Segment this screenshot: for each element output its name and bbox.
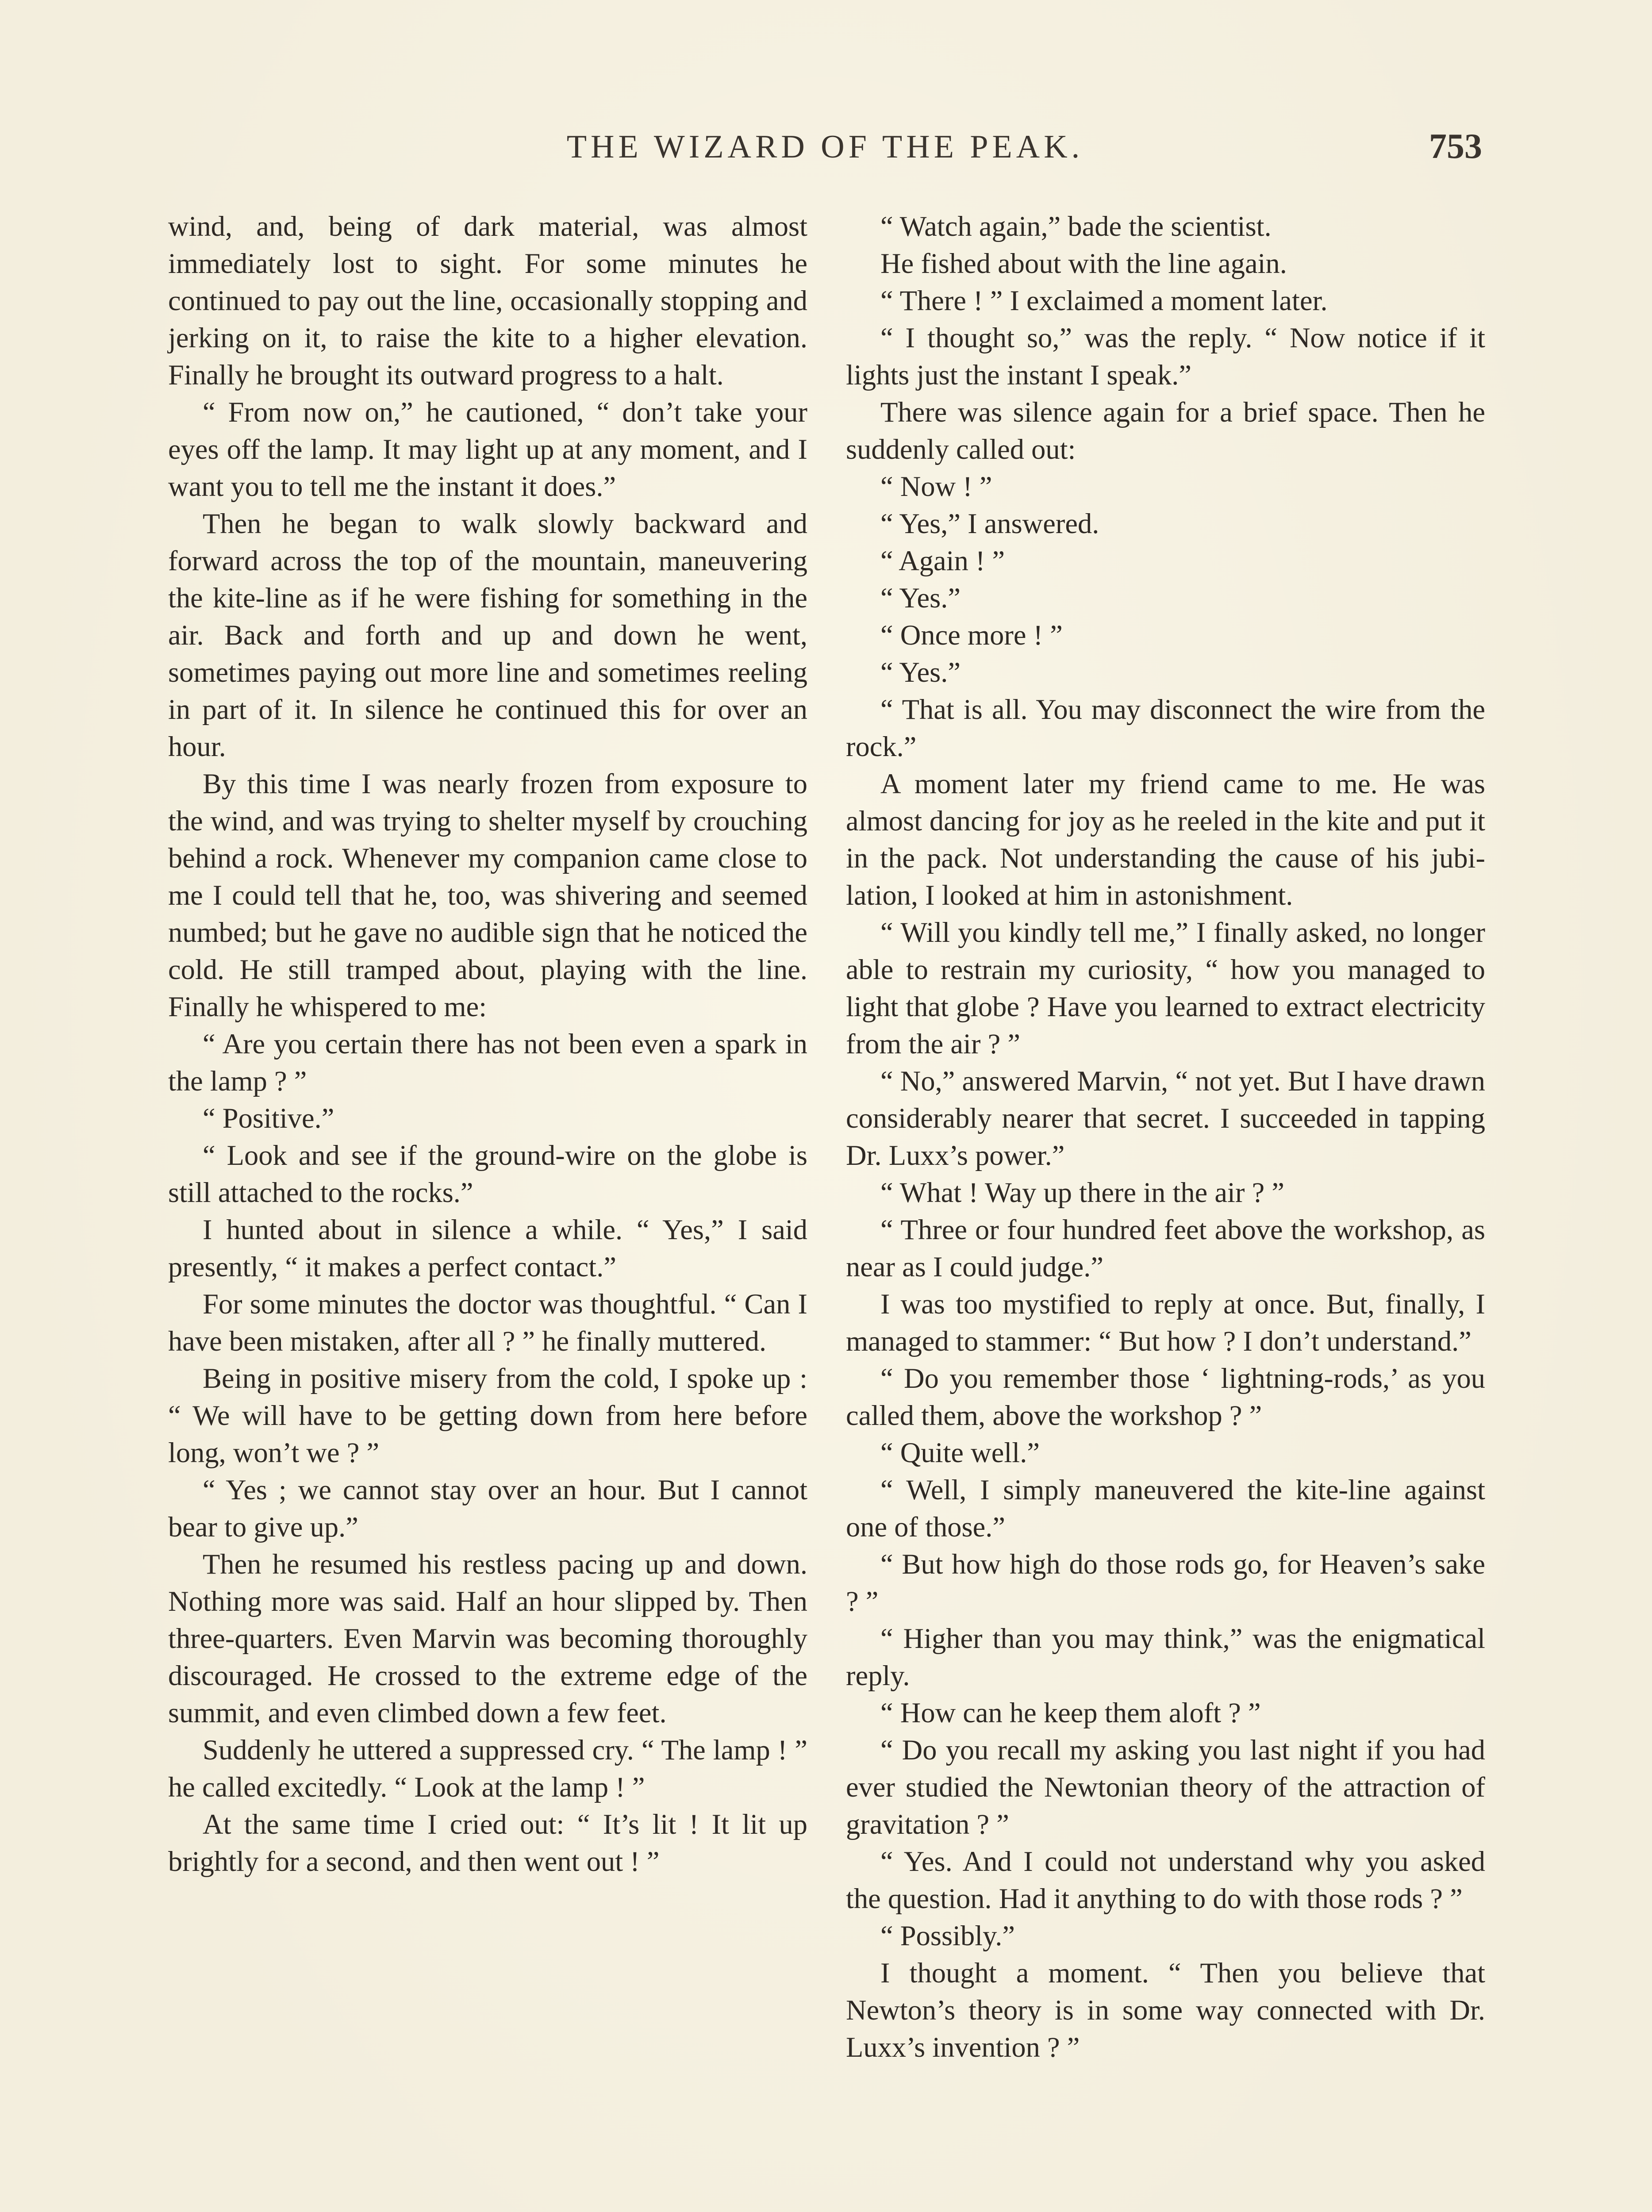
- paragraph: “ Well, I simply maneuvered the kite-line against one of those.”: [846, 1474, 1485, 1543]
- paragraph: “ How can he keep them aloft ? ”: [880, 1697, 1261, 1728]
- paragraph: “ Yes ; we cannot stay over an hour. But I cannot bear to give up.”: [168, 1474, 807, 1543]
- page-header: [168, 128, 1482, 177]
- paragraph: “ Positive.”: [203, 1102, 334, 1134]
- paragraph: “ From now on,” he cautioned, “ don’t take your eyes off the lamp. It may light up at any moment, and I want you to tell me the instant it does.”: [168, 396, 807, 502]
- paragraph: A moment later my friend came to me. He was almost dancing for joy as he reeled in the kite and put it in the pack. Not understanding the cause of his jubilation, I looked at him in astonishment.: [846, 768, 1485, 911]
- paragraph: “ Look and see if the ground-wire on the globe is still attached to the rocks.”: [168, 1140, 807, 1208]
- paragraph: “ Now ! ”: [880, 471, 992, 502]
- paragraph: “ Quite well.”: [880, 1437, 1040, 1468]
- paragraph: “ Yes. And I could not understand why you asked the question. Had it anything to do with those rods ? ”: [846, 1846, 1485, 1914]
- paragraph: “ Do you remember those ‘ lightning-rods,’ as you called them, above the workshop ? ”: [846, 1363, 1485, 1431]
- paragraph: I hunted about in silence a while. “ Yes,” I said presently, “ it makes a perfect contact.”: [168, 1214, 807, 1283]
- paragraph: At the same time I cried out: “ It’s lit ! It lit up brightly for a second, and then went out ! ”: [168, 1809, 807, 1877]
- paragraph: “ That is all. You may disconnect the wire from the rock.”: [846, 694, 1485, 762]
- paragraph: “ Yes.”: [880, 657, 960, 688]
- paragraph: “ Possibly.”: [880, 1920, 1015, 1951]
- paragraph: “ I thought so,” was the reply. “ Now notice if it lights just the instant I speak.”: [846, 322, 1485, 391]
- running-head: THE WIZARD OF THE PEAK.: [566, 129, 1084, 165]
- paragraph: Being in positive misery from the cold, I spoke up : “ We will have to be getting down from here before long, won’t we ? ”: [168, 1363, 807, 1468]
- paragraph: There was silence again for a brief space. Then he suddenly called out:: [846, 396, 1485, 465]
- paragraph: “ What ! Way up there in the air ? ”: [880, 1177, 1284, 1208]
- paragraph: “ Higher than you may think,” was the enigmatical reply.: [846, 1623, 1485, 1691]
- paragraph: “ Again ! ”: [880, 545, 1005, 576]
- right-column: [846, 208, 1485, 2066]
- paragraph: He fished about with the line again.: [880, 248, 1287, 279]
- paragraph: “ No,” answered Marvin, “ not yet. But I have drawn considerably nearer that secret. I succeeded in tapping Dr. Luxx’s power.”: [846, 1065, 1485, 1171]
- paragraph: By this time I was nearly frozen from exposure to the wind, and was trying to shelter myself by crouching behind a rock. Whenever my companion came close to me I could tell that he, too, was shivering and seemed numbed; but he gave no audible sign that he noticed the cold. He still tramped about, playing with the line. Finally he whispered to me:: [168, 768, 807, 1022]
- paragraph: “ Yes,” I answered.: [880, 508, 1099, 539]
- page-number: 753: [1429, 127, 1482, 166]
- paragraph: wind, and, being of dark material, was almost immediately lost to sight. For some minutes he continued to pay out the line, occasionally stopping and jerking on it, to raise the kite to a higher elevation. Finally he brought its outward progress to a halt.: [168, 211, 807, 391]
- paragraph: “ Are you certain there has not been even a spark in the lamp ? ”: [168, 1028, 807, 1097]
- text-columns: [168, 208, 1485, 2212]
- left-column: [168, 208, 807, 1880]
- paragraph: “ Watch again,” bade the scientist.: [880, 211, 1272, 242]
- paragraph: “ Will you kindly tell me,” I finally asked, no longer able to restrain my curiosity, “ how you managed to light that globe ? Have you learned to extract electricity from the air ? ”: [846, 917, 1485, 1060]
- paragraph: I was too mystified to reply at once. But, finally, I managed to stammer: “ But how ? I don’t understand.”: [846, 1288, 1485, 1357]
- paragraph: “ Three or four hundred feet above the workshop, as near as I could judge.”: [846, 1214, 1485, 1283]
- paragraph: Then he resumed his restless pacing up and down. Nothing more was said. Half an hour slipped by. Then three-quarters. Even Marvin was becoming thoroughly discouraged. He crossed to the extreme edge of the summit, and even climbed down a few feet.: [168, 1548, 807, 1728]
- paragraph: Suddenly he uttered a suppressed cry. “ The lamp ! ” he called excitedly. “ Look at the lamp ! ”: [168, 1734, 807, 1803]
- paragraph: “ Do you recall my asking you last night if you had ever studied the Newtonian theory of the attraction of gravitation ? ”: [846, 1734, 1485, 1840]
- paragraph: Then he began to walk slowly backward and forward across the top of the mountain, maneuvering the kite-line as if he were fishing for something in the air. Back and forth and up and down he went, sometimes paying out more line and sometimes reeling in part of it. In silence he continued this for over an hour.: [168, 508, 807, 762]
- paragraph: “ Yes.”: [880, 582, 960, 614]
- paragraph: “ Once more ! ”: [880, 619, 1063, 651]
- paragraph: I thought a moment. “ Then you believe that Newton’s theory is in some way connected with Dr. Luxx’s invention ? ”: [846, 1957, 1485, 2063]
- paragraph: For some minutes the doctor was thoughtful. “ Can I have been mistaken, after all ? ” he finally muttered.: [168, 1288, 807, 1357]
- paragraph: “ There ! ” I exclaimed a moment later.: [880, 285, 1328, 316]
- paragraph: “ But how high do those rods go, for Heaven’s sake ? ”: [846, 1548, 1485, 1617]
